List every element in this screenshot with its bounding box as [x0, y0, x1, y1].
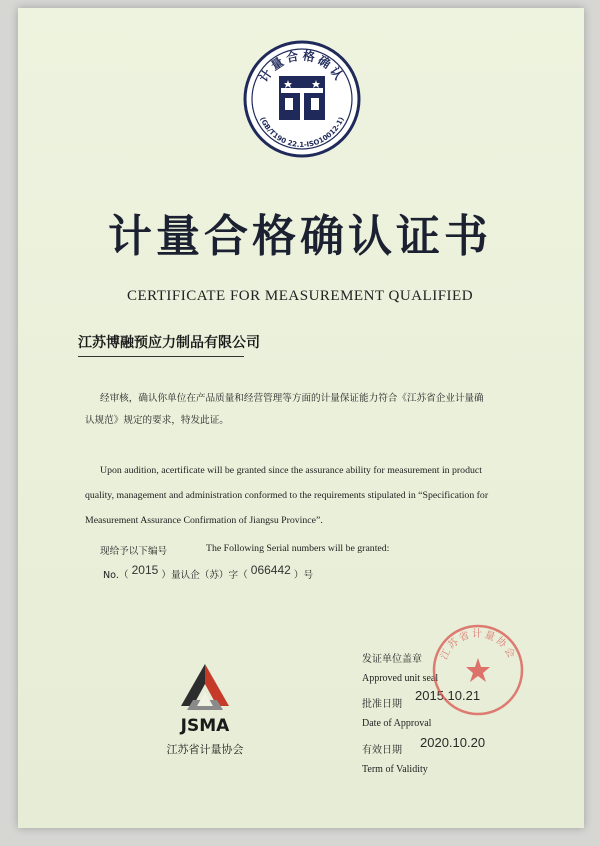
body-cn-line-1: 经审核，确认你单位在产品质量和经营管理等方面的计量保证能力符合《江苏省企业计量确	[100, 393, 484, 404]
emblem-arc-text: 计量合格确认	[256, 48, 348, 85]
validity-label-en: Term of Validity	[362, 764, 428, 775]
approval-date-value: 2015.10.21	[415, 688, 481, 703]
certification-emblem	[243, 40, 361, 158]
body-en-line-1: Upon audition, acertificate will be granted since the assurance ability for measurement in product	[100, 465, 482, 476]
red-seal-text: 江苏省计量协会	[438, 628, 518, 662]
validity-date-value: 2020.10.20	[420, 735, 486, 750]
issuer-name: 江苏省计量协会	[166, 743, 244, 756]
body-cn-line-2: 认规范》规定的要求，特发此证。	[85, 415, 229, 426]
serial-label-cn: 现给予以下编号	[100, 546, 168, 557]
company-name: 江苏博融预应力制品有限公司	[78, 332, 244, 357]
jsma-logo-icon	[177, 660, 233, 716]
certificate-title-en: CERTIFICATE FOR MEASUREMENT QUALIFIED	[126, 288, 474, 304]
validity-label-cn: 有效日期	[362, 745, 402, 756]
body-en-line-3: Measurement Assurance Confirmation of Jiangsu Province”.	[85, 515, 323, 526]
issuer-logo-text: JSMA	[180, 716, 230, 736]
svg-text:江苏省计量协会	[438, 627, 519, 662]
serial-number-line	[103, 563, 314, 581]
approval-date-label-en: Date of Approval	[362, 718, 432, 729]
official-red-seal	[430, 622, 526, 718]
approval-date-label-cn: 批准日期	[362, 699, 402, 710]
seal-label-cn: 发证单位盖章	[362, 654, 422, 665]
emblem-standard-text: (GB/T190 22.1-ISO10012-1)	[258, 115, 346, 150]
body-en-line-2: quality, management and administration conformed to the requirements stipulated in “Specification for	[85, 490, 489, 501]
serial-middle: ）量认企（苏）字（	[161, 570, 248, 581]
certificate-title-cn: 计量合格确认证书	[108, 211, 492, 262]
seal-label-en: Approved unit seal	[362, 673, 439, 684]
serial-label-en: The Following Serial numbers will be granted:	[206, 543, 390, 554]
serial-prefix: No.（	[103, 570, 129, 581]
serial-year: 2015	[131, 563, 159, 577]
serial-suffix: ）号	[293, 570, 314, 581]
serial-number: 066442	[250, 563, 291, 577]
